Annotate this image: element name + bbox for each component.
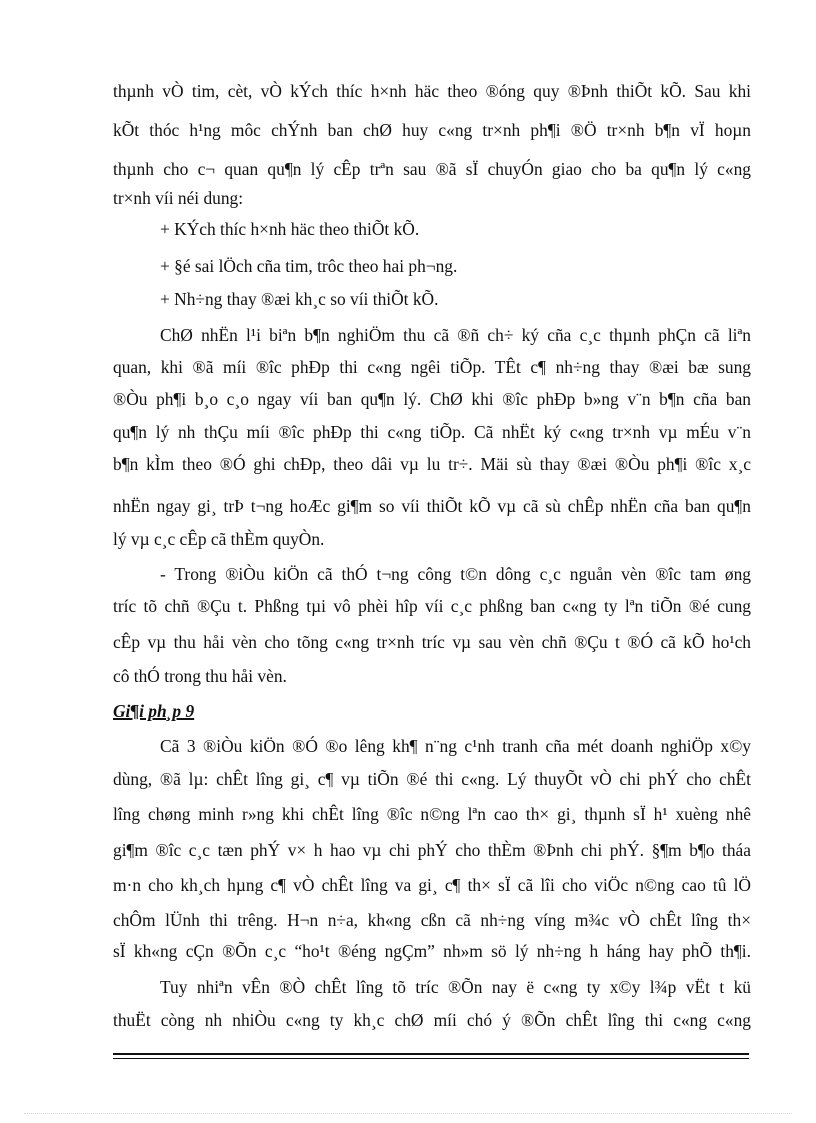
text-line: cÊp vµ thu håi vèn cho tõng c«ng tr×nh tríc vµ sau vèn chñ ®Çu t ®Ó cã kÕ ho¹ch xyxy=(113,632,751,652)
text-line: cô thÓ trong thu håi vèn. xyxy=(113,666,287,686)
text-line: kÕt thóc h¹ng môc chÝnh ban chØ huy c«ng tr×nh ph¶i ®Ö tr×nh b¶n vÏ hoµn xyxy=(113,120,751,140)
list-item: + Nh÷ng thay ®æi kh¸c so víi thiÕt kÕ. xyxy=(160,289,439,309)
list-item: + KÝch thíc h×nh häc theo thiÕt kÕ. xyxy=(160,219,420,239)
list-item: + §é sai lÖch cña tim, trôc theo hai ph¬ng. xyxy=(160,256,458,276)
text-line: quan, khi ®ã míi ®îc phÐp thi c«ng ngêi tiÕp. TÊt c¶ nh÷ng thay ®æi bæ sung xyxy=(113,357,751,377)
section-heading: Gi¶i ph¸p 9 xyxy=(113,701,195,721)
footer-rule-thick xyxy=(113,1053,749,1055)
text-line: ChØ nhËn l¹i biªn b¶n nghiÖm thu cã ®ñ ch÷ ký cña c¸c thµnh phÇn cã liªn xyxy=(160,325,751,345)
text-line: Cã 3 ®iÒu kiÖn ®Ó ®o lêng kh¶ n¨ng c¹nh tranh cña mét doanh nghiÖp x©y xyxy=(160,736,751,756)
text-line: b¶n kÌm theo ®Ó ghi chÐp, theo dâi vµ lu tr÷. Mäi sù thay ®æi ®Òu ph¶i ®îc x¸c xyxy=(113,454,751,474)
text-line: Tuy nhiªn vÊn ®Ò chÊt lîng tõ tríc ®Õn nay ë c«ng ty x©y l¾p vËt t kü xyxy=(160,977,751,997)
text-line: ®Òu ph¶i b¸o c¸o ngay víi ban qu¶n lý. ChØ khi ®îc phÐp b»ng v¨n b¶n cña ban xyxy=(113,389,751,409)
text-line: thµnh cho c¬ quan qu¶n lý cÊp trªn sau ®ã sÏ chuyÓn giao cho ba qu¶n lý c«ng xyxy=(113,159,751,179)
text-line: sÏ kh«ng cÇn ®Õn c¸c “ho¹t ®éng ngÇm” nh»m sö lý nh÷ng h háng hay phÕ th¶i. xyxy=(113,941,751,961)
text-line: qu¶n lý nh thÇu míi ®îc phÐp thi c«ng tiÕp. Cã nhËt ký c«ng tr×nh vµ mÉu v¨n xyxy=(113,422,751,442)
text-line: thµnh vÒ tim, cèt, vÒ kÝch thíc h×nh häc theo ®óng quy ®Þnh thiÕt kÕ. Sau khi xyxy=(113,81,751,101)
text-line: m·n cho kh¸ch hµng c¶ vÒ chÊt lîng va gi¸ c¶ th× sÏ cã lîi cho viÖc n©ng cao tû lÖ xyxy=(113,875,751,895)
footer-rule-thin xyxy=(113,1058,749,1059)
text-line: nhËn ngay gi¸ trÞ t¬ng hoÆc gi¶m so víi thiÕt kÕ vµ cã sù chÊp nhËn cña ban qu¶n xyxy=(113,496,751,516)
text-line: gi¶m ®îc c¸c tæn phÝ v× h hao vµ chi phÝ cho thÈm ®Þnh chi phÝ. §¶m b¶o tháa xyxy=(113,840,751,860)
text-line: lîng chøng minh r»ng khi chÊt lîng ®îc n©ng lªn cao th× gi¸ thµnh sÏ h¹ xuèng nhê xyxy=(113,804,751,824)
text-line: tr×nh víi néi dung: xyxy=(113,188,244,208)
text-line: thuËt còng nh nhiÒu c«ng ty kh¸c chØ míi chó ý ®Õn chÊt lîng thi c«ng c«ng xyxy=(113,1010,751,1030)
text-line: lý vµ c¸c cÊp cã thÈm quyÒn. xyxy=(113,529,325,549)
text-line: dùng, ®ã lµ: chÊt lîng gi¸ c¶ vµ tiÕn ®é thi c«ng. Lý thuyÕt vÒ chi phÝ cho chÊt xyxy=(113,769,751,789)
text-line: chÔm lÜnh thi trêng. H¬n n÷a, kh«ng cßn cã nh÷ng víng m¾c vÒ chÊt lîng th× xyxy=(113,910,751,930)
page-bottom-edge xyxy=(24,1113,792,1114)
text-line: - Trong ®iÒu kiÖn cã thÓ t¬ng công t©n dông c¸c nguån vèn ®îc tam øng xyxy=(160,564,751,584)
text-line: tríc tõ chñ ®Çu t. Phßng tµi vô phèi hîp víi c¸c phßng ban c«ng ty lªn tiÕn ®é cung xyxy=(113,596,751,616)
